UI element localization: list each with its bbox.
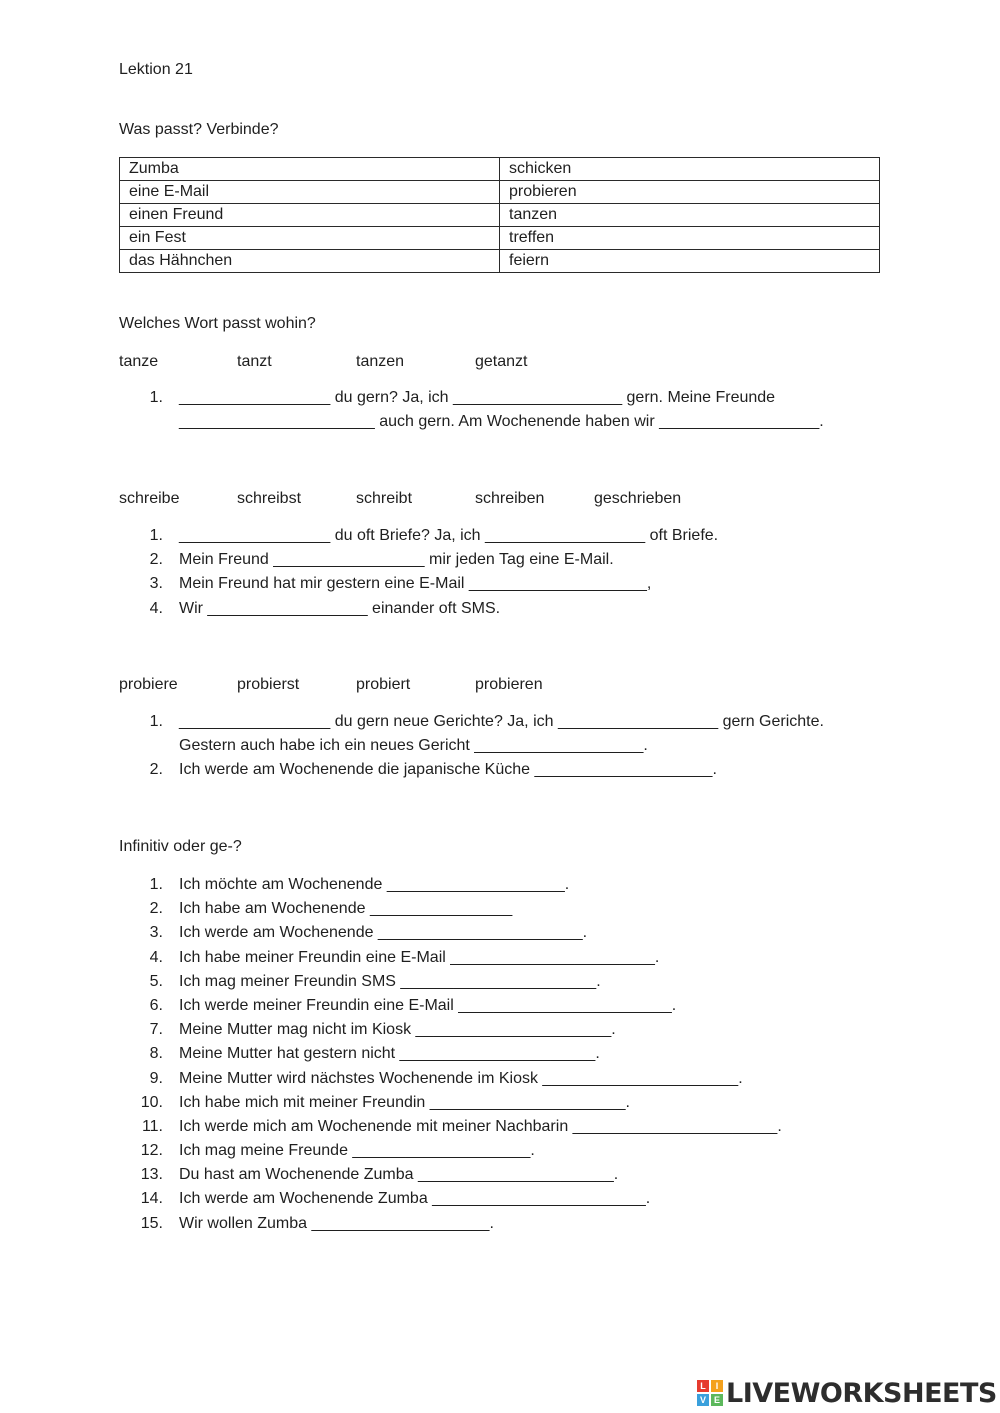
item-text: Meine Mutter hat gestern nicht ______________________. bbox=[179, 1045, 600, 1063]
item-number: 2. bbox=[149, 551, 163, 569]
item-text: Wir __________________ einander oft SMS. bbox=[179, 599, 501, 617]
item-text-continued: Gestern auch habe ich ein neues Gericht ___________________. bbox=[179, 737, 648, 755]
item-text: _________________ du gern? Ja, ich ___________________ gern. Meine Freunde bbox=[179, 389, 776, 406]
item-number: 3. bbox=[149, 924, 163, 942]
word-bank-item: probieren bbox=[475, 676, 543, 693]
item-text: Ich habe meiner Freundin eine E-Mail _______________________. bbox=[179, 948, 660, 966]
word-bank-item: tanzt bbox=[237, 353, 272, 370]
item-number: 7. bbox=[149, 1021, 163, 1039]
item-text: Mein Freund hat mir gestern eine E-Mail ____________________, bbox=[179, 575, 652, 593]
item-text: _________________ du gern neue Gerichte? Ja, ich __________________ gern Gerichte. bbox=[179, 713, 824, 730]
word-bank-item: schreiben bbox=[475, 490, 545, 507]
item-number: 2. bbox=[149, 900, 163, 918]
section2-instruction: Welches Wort passt wohin? bbox=[119, 315, 316, 332]
list-item bbox=[119, 758, 717, 782]
item-number: 1. bbox=[149, 527, 163, 544]
section3-instruction: Infinitiv oder ge-? bbox=[119, 838, 242, 855]
item-text: Ich möchte am Wochenende ____________________. bbox=[179, 876, 570, 893]
word-bank-item: schreibt bbox=[356, 490, 413, 507]
word-bank-item: tanzen bbox=[356, 353, 405, 370]
table-cell-right: probieren bbox=[500, 181, 880, 204]
item-text: Ich werde am Wochenende _______________________. bbox=[179, 924, 588, 942]
exercise-list-tanzen bbox=[119, 386, 824, 434]
item-text: Meine Mutter wird nächstes Wochenende im Kiosk ______________________. bbox=[179, 1069, 743, 1087]
logo-letter: I bbox=[711, 1380, 723, 1392]
item-text: Wir wollen Zumba ____________________. bbox=[179, 1214, 494, 1232]
table-row bbox=[120, 204, 880, 227]
item-text: Ich werde mich am Wochenende mit meiner Nachbarin _______________________. bbox=[179, 1117, 782, 1135]
word-bank-item: probiere bbox=[119, 676, 178, 693]
table-row bbox=[120, 181, 880, 204]
table-cell-left: Zumba bbox=[120, 158, 500, 181]
logo-letter: V bbox=[697, 1394, 709, 1406]
item-text: Ich mag meine Freunde ____________________. bbox=[179, 1142, 535, 1160]
item-number: 5. bbox=[149, 972, 163, 990]
logo-text: LIVEWORKSHEETS bbox=[726, 1377, 997, 1409]
item-number: 12. bbox=[140, 1142, 163, 1160]
item-text: Du hast am Wochenende Zumba ______________________. bbox=[179, 1166, 619, 1184]
word-bank-item: schreibe bbox=[119, 490, 180, 507]
item-text: Ich habe am Wochenende ________________ bbox=[179, 900, 513, 918]
table-cell-right: schicken bbox=[500, 158, 880, 181]
logo-letter: E bbox=[711, 1394, 723, 1406]
table-row bbox=[120, 158, 880, 181]
item-number: 4. bbox=[149, 948, 163, 966]
matching-table bbox=[119, 157, 880, 273]
word-bank-item: geschrieben bbox=[594, 490, 682, 507]
item-text: _________________ du oft Briefe? Ja, ich __________________ oft Briefe. bbox=[179, 527, 719, 544]
item-number: 1. bbox=[149, 713, 163, 730]
list-item bbox=[119, 710, 824, 734]
lesson-title: Lektion 21 bbox=[119, 61, 193, 78]
table-cell-right: feiern bbox=[500, 250, 880, 273]
item-number: 1. bbox=[149, 389, 163, 406]
table-cell-left: das Hähnchen bbox=[120, 250, 500, 273]
table-cell-right: treffen bbox=[500, 227, 880, 250]
list-item bbox=[119, 386, 824, 410]
section1-instruction: Was passt? Verbinde? bbox=[119, 121, 279, 138]
word-bank-item: getanzt bbox=[475, 353, 528, 370]
logo-mark-icon bbox=[697, 1380, 723, 1406]
liveworksheets-logo bbox=[697, 1378, 997, 1408]
item-number: 11. bbox=[141, 1117, 163, 1135]
item-number: 3. bbox=[149, 575, 163, 593]
table-row bbox=[120, 250, 880, 273]
word-bank-item: probierst bbox=[237, 676, 300, 693]
item-number: 1. bbox=[149, 876, 163, 893]
word-bank-item: tanze bbox=[119, 353, 159, 370]
table-row bbox=[120, 227, 880, 250]
table-cell-left: einen Freund bbox=[120, 204, 500, 227]
item-number: 10. bbox=[140, 1093, 163, 1111]
item-number: 13. bbox=[140, 1166, 163, 1184]
item-text-continued: ______________________ auch gern. Am Wochenende haben wir __________________. bbox=[179, 413, 824, 431]
table-cell-left: eine E-Mail bbox=[120, 181, 500, 204]
item-text: Meine Mutter mag nicht im Kiosk ______________________. bbox=[179, 1021, 616, 1039]
item-text: Mein Freund _________________ mir jeden Tag eine E-Mail. bbox=[179, 551, 614, 569]
table-cell-left: ein Fest bbox=[120, 227, 500, 250]
item-number: 15. bbox=[140, 1214, 163, 1232]
item-number: 6. bbox=[149, 996, 163, 1014]
logo-letter: L bbox=[697, 1380, 709, 1392]
item-number: 14. bbox=[140, 1190, 163, 1208]
item-text: Ich werde am Wochenende die japanische Küche ____________________. bbox=[179, 761, 717, 779]
table-cell-right: tanzen bbox=[500, 204, 880, 227]
item-text: Ich werde am Wochenende Zumba ________________________. bbox=[179, 1190, 651, 1208]
item-number: 8. bbox=[149, 1045, 163, 1063]
item-text: Ich mag meiner Freundin SMS ______________________. bbox=[179, 972, 601, 990]
item-text: Ich werde meiner Freundin eine E-Mail ________________________. bbox=[179, 996, 677, 1014]
exercise-list-probieren bbox=[119, 710, 824, 783]
item-number: 2. bbox=[149, 761, 163, 779]
item-text: Ich habe mich mit meiner Freundin ______________________. bbox=[179, 1093, 630, 1111]
word-bank-item: probiert bbox=[356, 676, 411, 693]
word-bank-item: schreibst bbox=[237, 490, 302, 507]
item-number: 4. bbox=[149, 599, 163, 617]
item-number: 9. bbox=[149, 1069, 163, 1087]
